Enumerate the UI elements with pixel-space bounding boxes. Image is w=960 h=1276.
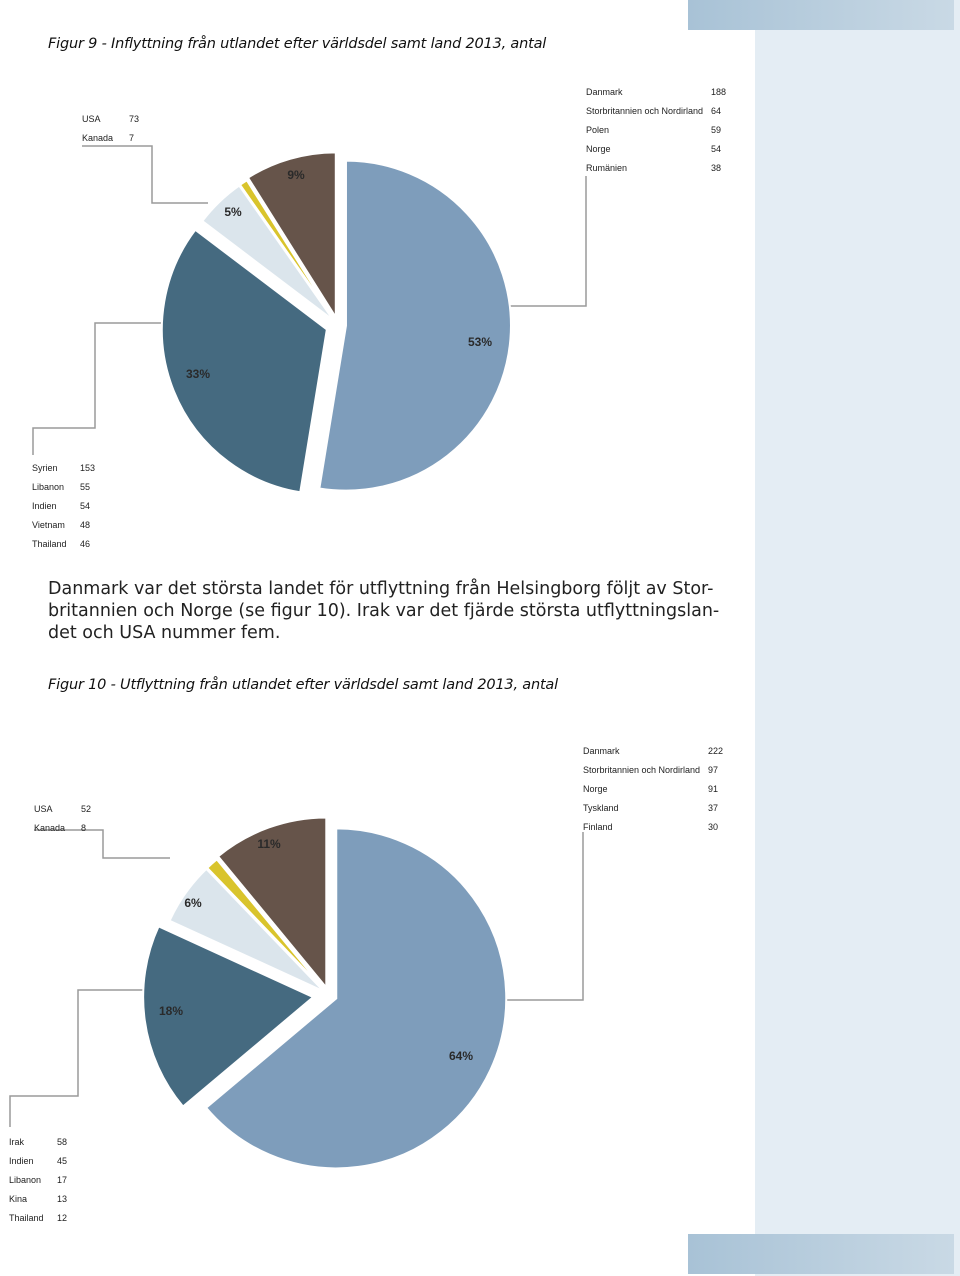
country-name: Rumänien (586, 163, 628, 173)
country-count: 91 (708, 784, 719, 794)
list-europe (586, 87, 726, 173)
country-name: Irak (9, 1137, 25, 1147)
country-count: 37 (708, 803, 719, 813)
country-name: Libanon (9, 1175, 42, 1185)
country-count: 52 (81, 804, 92, 814)
country-name: Norge (586, 144, 611, 154)
pie-slice-europa (319, 161, 511, 491)
country-name: Kanada (34, 823, 66, 833)
slices (143, 817, 506, 1168)
country-count: 7 (129, 133, 135, 143)
body-line-1: Danmark var det största landet för utflyttning från Helsingborg följt av Stor- (48, 579, 714, 599)
list-asia (32, 463, 95, 549)
country-count: 64 (711, 106, 722, 116)
slice-label: 6% (184, 896, 202, 910)
country-count: 54 (80, 501, 91, 511)
figure-10-caption: Figur 10 - Utflyttning från utlandet efter världsdel samt land 2013, antal (48, 677, 558, 693)
country-name: Storbritannien och Nordirland (583, 765, 701, 775)
country-name: Storbritannien och Nordirland (586, 106, 704, 116)
leader-america (82, 146, 208, 203)
country-count: 45 (57, 1156, 68, 1166)
country-count: 13 (57, 1194, 68, 1204)
figure-9-caption: Figur 9 - Inflyttning från utlandet efter världsdel samt land 2013, antal (48, 36, 547, 52)
body-line-2: britannien och Norge (se figur 10). Irak var det fjärde största utflyttningslan- (48, 601, 720, 621)
country-name: USA (34, 804, 53, 814)
country-count: 188 (711, 87, 727, 97)
list-asia (9, 1137, 67, 1223)
country-name: Norge (583, 784, 608, 794)
country-count: 97 (708, 765, 719, 775)
country-name: Syrien (32, 463, 58, 473)
slice-label: 33% (185, 367, 211, 381)
country-count: 30 (708, 822, 719, 832)
country-count: 17 (57, 1175, 68, 1185)
leader-asia (33, 323, 170, 455)
country-count: 58 (57, 1137, 68, 1147)
country-name: Indien (9, 1156, 34, 1166)
slice-label: 5% (224, 205, 242, 219)
country-name: Kina (9, 1194, 28, 1204)
slice-label: 53% (467, 335, 493, 349)
country-name: Tyskland (583, 803, 619, 813)
country-name: USA (82, 114, 101, 124)
country-count: 59 (711, 125, 722, 135)
country-count: 54 (711, 144, 722, 154)
leader-asia (10, 990, 150, 1127)
country-count: 73 (129, 114, 140, 124)
slice-label: 18% (158, 1004, 184, 1018)
country-count: 8 (81, 823, 87, 833)
leader-america (34, 830, 170, 858)
country-name: Polen (586, 125, 610, 135)
slices (162, 152, 511, 492)
country-count: 153 (80, 463, 96, 473)
country-count: 48 (80, 520, 91, 530)
country-name: Libanon (32, 482, 65, 492)
country-name: Danmark (586, 87, 623, 97)
country-count: 55 (80, 482, 91, 492)
country-name: Finland (583, 822, 613, 832)
slice-label: 9% (287, 168, 305, 182)
leader-europe (505, 176, 586, 306)
slice-label: 11% (257, 837, 281, 851)
country-count: 46 (80, 539, 91, 549)
sidebar-bottom-band (688, 1234, 954, 1274)
body-line-3: det och USA nummer fem. (48, 623, 281, 643)
country-name: Indien (32, 501, 57, 511)
list-america (82, 114, 139, 143)
list-europe (583, 746, 723, 832)
country-count: 12 (57, 1213, 68, 1223)
figure-9-pie-chart (0, 0, 755, 560)
body-paragraph (48, 578, 720, 644)
country-name: Vietnam (32, 520, 65, 530)
leader-europe (500, 832, 583, 1000)
figure-10-pie-chart (0, 700, 755, 1240)
slice-label: 64% (448, 1049, 474, 1063)
country-count: 38 (711, 163, 722, 173)
country-name: Thailand (32, 539, 67, 549)
country-count: 222 (708, 746, 724, 756)
country-name: Kanada (82, 133, 114, 143)
list-america (34, 804, 91, 833)
country-name: Thailand (9, 1213, 44, 1223)
country-name: Danmark (583, 746, 620, 756)
sidebar-panel (755, 0, 960, 1276)
